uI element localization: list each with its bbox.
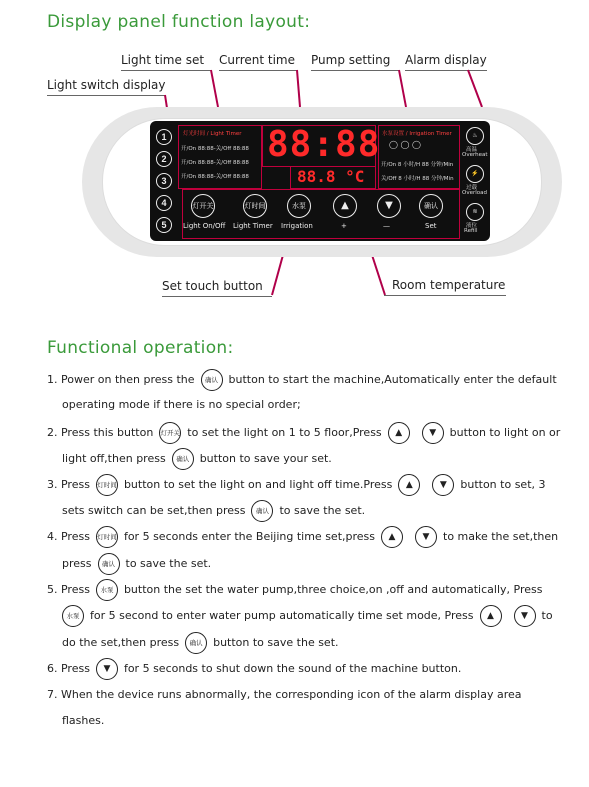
overload-label-en: Overload: [462, 190, 487, 196]
light-time-icon: 灯时间: [96, 474, 118, 496]
display-screen: [150, 121, 490, 241]
overload-label: 过载: [466, 185, 478, 191]
confirm-icon: 确认: [98, 553, 120, 575]
set-button[interactable]: 确认: [419, 194, 443, 218]
light-switch-icon: 灯开关: [159, 422, 181, 444]
timer-row: 开/On 88:88-关/Off 88:88: [181, 174, 249, 180]
down-icon: ▼: [415, 526, 437, 548]
callout-light-time-set: Light time set: [121, 53, 205, 67]
overheat-label: 高温: [466, 147, 478, 153]
callout-alarm-display: Alarm display: [405, 53, 487, 67]
minus-label: —: [383, 222, 390, 230]
callout-light-switch-display: Light switch display: [47, 78, 166, 92]
step-6-line-1: 6. Press ▼ for 5 seconds to shut down the sound of the machine button.: [47, 658, 461, 680]
down-icon: ▼: [422, 422, 444, 444]
overheat-icon: ♨: [466, 127, 484, 145]
light-timer-box: [178, 125, 262, 189]
confirm-icon: 确认: [251, 500, 273, 522]
irrigation-label: 水泵设置 / Irrigation Timer: [382, 131, 452, 137]
light-onoff-button[interactable]: 灯开关: [191, 194, 215, 218]
light-timer-button[interactable]: 灯时间: [243, 194, 267, 218]
floor-4: 4: [156, 195, 172, 211]
pump-mode-icons: ◯ ◯ ◯: [389, 140, 421, 149]
irrigation-label: Irrigation: [281, 222, 313, 230]
light-timer-label: 灯光时间 / Light Timer: [183, 131, 242, 137]
refill-label: 液位: [466, 223, 478, 229]
floor-5: 5: [156, 217, 172, 233]
irrigation-box: [378, 125, 460, 189]
step-5-line-3: do the set,then press 确认 button to save the set.: [62, 632, 339, 654]
step-7-line-2: flashes.: [62, 714, 105, 727]
timer-row: 开/On 88:88-关/Off 88:88: [181, 160, 249, 166]
plus-label: +: [341, 222, 347, 230]
clock-display: 88:88: [267, 124, 381, 165]
light-timer-label: Light Timer: [233, 222, 273, 230]
confirm-icon: 确认: [172, 448, 194, 470]
up-icon: ▲: [480, 605, 502, 627]
light-onoff-label: Light On/Off: [183, 222, 226, 230]
refill-icon: ≋: [466, 203, 484, 221]
pump-icon: 水泵: [96, 579, 118, 601]
down-button[interactable]: ▼: [377, 194, 401, 218]
step-1-line-1: 1. Power on then press the 确认 button to start the machine,Automatically enter the default: [47, 369, 557, 391]
down-icon: ▼: [96, 658, 118, 680]
step-1-line-2: operating mode if there is no special order;: [62, 398, 301, 411]
temperature-display: 88.8 °C: [297, 167, 365, 186]
overheat-label-en: Overheat: [462, 152, 488, 158]
step-5-line-1: 5. Press 水泵 button the set the water pump,three choice,on ,off and automatically, Press: [47, 579, 542, 601]
step-3-line-2: sets switch can be set,then press 确认 to save the set.: [62, 500, 365, 522]
timer-row: 开/On 88:88-关/Off 88:88: [181, 146, 249, 152]
irrigation-row: 关/Off 8 小时/H 88 分钟/Min: [381, 176, 454, 182]
light-time-icon: 灯时间: [96, 526, 118, 548]
operation-heading: Functional operation:: [47, 338, 234, 358]
up-icon: ▲: [381, 526, 403, 548]
irrigation-row: 开/On 8 小时/H 88 分钟/Min: [381, 162, 454, 168]
floor-3: 3: [156, 173, 172, 189]
layout-heading: Display panel function layout:: [47, 12, 311, 32]
temperature-box: [290, 166, 376, 189]
step-5-line-2: 水泵 for 5 second to enter water pump automatically time set mode, Press ▲ ▼ to: [62, 605, 553, 627]
pump-icon: 水泵: [62, 605, 84, 627]
step-7-line-1: 7. When the device runs abnormally, the corresponding icon of the alarm display area: [47, 688, 522, 701]
overload-icon: ⚡: [466, 165, 484, 183]
step-2-line-2: light off,then press 确认 button to save your set.: [62, 448, 332, 470]
touch-buttons-box: [182, 189, 460, 239]
confirm-icon: 确认: [201, 369, 223, 391]
clock-box: [262, 124, 381, 167]
refill-label-en: Refill: [464, 228, 478, 234]
callout-current-time: Current time: [219, 53, 295, 67]
irrigation-button[interactable]: 水泵: [287, 194, 311, 218]
up-icon: ▲: [388, 422, 410, 444]
step-4-line-2: press 确认 to save the set.: [62, 553, 211, 575]
floor-1: 1: [156, 129, 172, 145]
set-label: Set: [425, 222, 437, 230]
down-icon: ▼: [514, 605, 536, 627]
up-button[interactable]: ▲: [333, 194, 357, 218]
confirm-icon: 确认: [185, 632, 207, 654]
up-icon: ▲: [398, 474, 420, 496]
callout-pump-setting: Pump setting: [311, 53, 391, 67]
floor-2: 2: [156, 151, 172, 167]
step-4-line-1: 4. Press 灯时间 for 5 seconds enter the Beijing time set,press ▲ ▼ to make the set,then: [47, 526, 558, 548]
step-2-line-1: 2. Press this button 灯开关 to set the light on 1 to 5 floor,Press ▲ ▼ button to light on or: [47, 422, 560, 444]
callout-room-temperature: Room temperature: [392, 278, 506, 292]
down-icon: ▼: [432, 474, 454, 496]
step-3-line-1: 3. Press 灯时间 button to set the light on and light off time.Press ▲ ▼ button to set, 3: [47, 474, 546, 496]
callout-set-touch-button: Set touch button: [162, 279, 263, 293]
